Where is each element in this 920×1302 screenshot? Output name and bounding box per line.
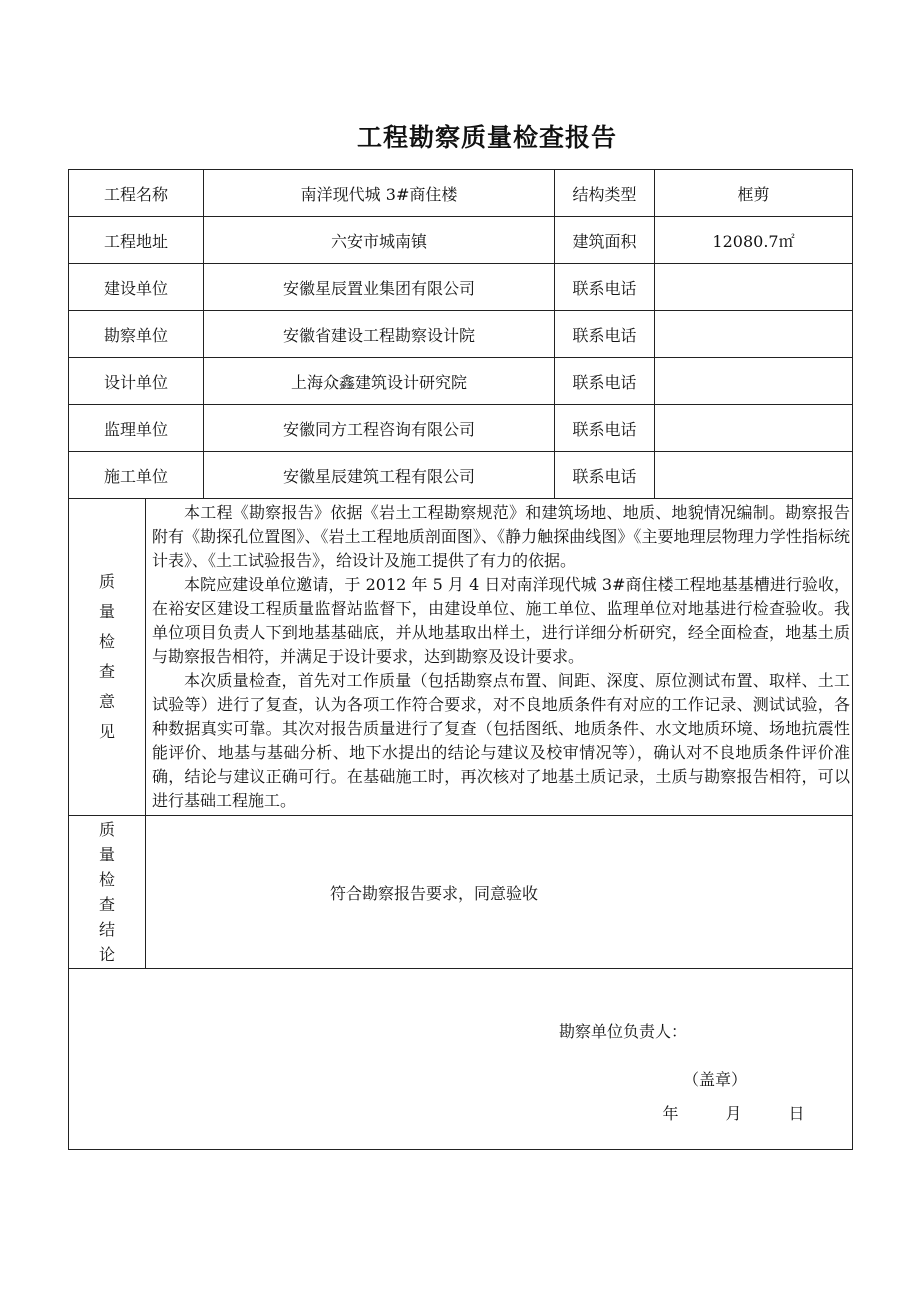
day-label: 日 <box>788 1104 805 1123</box>
info-row <box>69 311 853 358</box>
field-label-2: 联系电话 <box>555 452 655 499</box>
info-row <box>69 170 853 217</box>
field-label-2: 结构类型 <box>555 170 655 217</box>
field-label: 监理单位 <box>69 405 204 452</box>
info-row <box>69 405 853 452</box>
opinion-paragraph-2: 本院应建设单位邀请，于 2012 年 5 月 4 日对南洋现代城 3#商住楼工程地基基槽进行验收，在裕安区建设工程质量监督站监督下，由建设单位、施工单位、监理单位对地基进行检查验收。我单位项目负责人下到地基基础底，并从地基取出样土，进行详细分析研究，经全面检查，地基土质与勘察报告相符，并满足于设计要求，达到勘察及设计要求。 <box>152 575 851 666</box>
field-label-2: 联系电话 <box>555 358 655 405</box>
field-label: 施工单位 <box>69 452 204 499</box>
opinion-paragraph-3: 本次质量检查，首先对工作质量（包括勘察点布置、间距、深度、原位测试布置、取样、土工试验等）进行了复查，认为各项工作符合要求，对不良地质条件有对应的工作记录、测试试验，各种数据真实可靠。其次对报告质量进行了复查（包括图纸、地质条件、水文地质环境、场地抗震性能评价、地基与基础分析、地下水提出的结论与建议及校审情况等），确认对不良地质条件评价准确，结论与建议正确可行。在基础施工时，再次核对了地基土质记录，土质与勘察报告相符，可以进行基础工程施工。 <box>152 671 851 810</box>
opinion-paragraph-1: 本工程《勘察报告》依据《岩土工程勘察规范》和建筑场地、地质、地貌情况编制。勘察报告附有《勘探孔位置图》、《岩土工程地质剖面图》、《静力触探曲线图》《主要地理层物理力学性指标统计表》、《土工试验报告》，给设计及施工提供了有力的依据。 <box>152 503 851 570</box>
field-value-2: 框剪 <box>655 170 853 217</box>
opinion-text <box>146 499 853 816</box>
field-value-2 <box>655 405 853 452</box>
person-in-charge-label: 勘察单位负责人： <box>559 1022 688 1041</box>
field-label: 工程地址 <box>69 217 204 264</box>
conclusion-label-char: 检 <box>98 870 115 889</box>
conclusion-label-char: 质 <box>98 820 115 839</box>
opinion-label-char: 检 <box>98 632 115 651</box>
field-label: 设计单位 <box>69 358 204 405</box>
info-row <box>69 452 853 499</box>
field-value-2 <box>655 452 853 499</box>
seal-label: （盖章） <box>683 1070 748 1089</box>
conclusion-label-char: 查 <box>98 895 115 914</box>
month-label: 月 <box>725 1104 742 1123</box>
field-value-2 <box>655 311 853 358</box>
field-value-2 <box>655 358 853 405</box>
field-value: 南洋现代城 3#商住楼 <box>204 170 555 217</box>
opinion-label-char: 查 <box>98 662 115 681</box>
inspection-form <box>68 169 853 1150</box>
conclusion-label-char: 论 <box>98 945 115 964</box>
field-label-2: 联系电话 <box>555 405 655 452</box>
field-label: 勘察单位 <box>69 311 204 358</box>
signature-row <box>69 969 853 1150</box>
opinion-label-char: 意 <box>98 692 115 711</box>
field-value: 上海众鑫建筑设计研究院 <box>204 358 555 405</box>
conclusion-label <box>69 816 146 969</box>
field-value: 安徽同方工程咨询有限公司 <box>204 405 555 452</box>
opinion-row <box>69 499 853 816</box>
field-label-2: 建筑面积 <box>555 217 655 264</box>
field-value-2 <box>655 264 853 311</box>
conclusion-label-char: 结 <box>98 920 115 939</box>
field-value: 六安市城南镇 <box>204 217 555 264</box>
year-label: 年 <box>662 1104 679 1123</box>
page-title: 工程勘察质量检查报告 <box>356 123 617 152</box>
date-line <box>639 1101 828 1124</box>
field-label: 建设单位 <box>69 264 204 311</box>
signature-cell <box>69 969 853 1150</box>
conclusion-text: 符合勘察报告要求，同意验收 <box>146 816 853 969</box>
field-value: 安徽星辰置业集团有限公司 <box>204 264 555 311</box>
field-value-2: 12080.7㎡ <box>655 217 853 264</box>
opinion-label-char: 见 <box>98 722 115 741</box>
opinion-label <box>69 499 146 816</box>
info-row <box>69 217 853 264</box>
conclusion-label-char: 量 <box>98 845 115 864</box>
info-row <box>69 264 853 311</box>
opinion-label-char: 量 <box>98 602 115 621</box>
field-value: 安徽省建设工程勘察设计院 <box>204 311 555 358</box>
field-label-2: 联系电话 <box>555 264 655 311</box>
field-label-2: 联系电话 <box>555 311 655 358</box>
field-value: 安徽星辰建筑工程有限公司 <box>204 452 555 499</box>
info-row <box>69 358 853 405</box>
opinion-label-char: 质 <box>98 572 115 591</box>
conclusion-row <box>69 816 853 969</box>
field-label: 工程名称 <box>69 170 204 217</box>
